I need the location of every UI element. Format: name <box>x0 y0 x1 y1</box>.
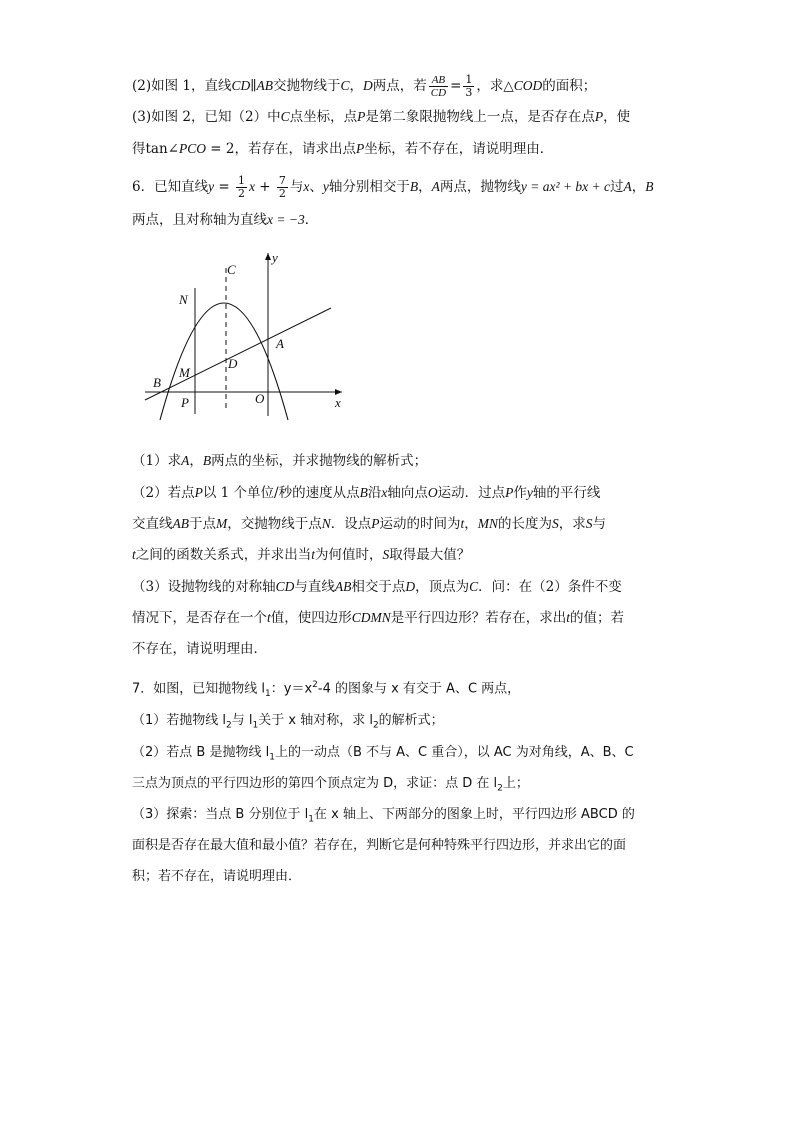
text: 值，使四边形 <box>270 610 352 626</box>
denominator: 2 <box>278 187 286 200</box>
q6-stem-line1 <box>132 175 654 200</box>
text: 点坐标，点 <box>289 109 358 125</box>
text: 与直线 <box>294 579 335 595</box>
math-var: C <box>280 109 290 124</box>
fraction-one-third <box>463 74 474 99</box>
text: ，顶点为 <box>415 579 470 595</box>
math-var: AB <box>334 579 352 594</box>
math-plus: + <box>255 179 275 195</box>
text: ， <box>418 179 432 195</box>
text: 以 1 个单位/秒的速度从点 <box>202 485 360 501</box>
math-eq: = 2 <box>205 141 235 157</box>
math-var: x <box>303 179 310 194</box>
q7-stem-line <box>132 675 520 704</box>
math-var: t <box>460 516 465 531</box>
text: 三点为顶点的平行四边形的第四个顶点定为 D，求证：点 D 在 l <box>132 776 498 791</box>
q7-part3-line2 <box>132 836 626 856</box>
math-var: MN <box>477 516 499 531</box>
subscript: 1 <box>265 688 271 699</box>
equals: = <box>450 78 462 94</box>
text: ， <box>349 78 364 94</box>
label-o: O <box>255 391 265 406</box>
math-var: A <box>181 453 190 468</box>
parallel-symbol: ∥ <box>250 78 257 94</box>
text: ， <box>189 453 203 469</box>
math-var: PCO <box>178 141 206 156</box>
text: ，若存在，请求出点 <box>234 141 356 157</box>
text: 运动的时间为 <box>379 516 461 532</box>
text: ，交抛物线于点 <box>227 516 322 532</box>
text: 两点，且对称轴为直线 <box>132 212 267 228</box>
label-y: y <box>272 250 278 265</box>
text: 的值；若 <box>570 610 625 626</box>
text: （3）设抛物线的对称轴 <box>132 579 276 595</box>
math-var: AB <box>256 78 274 93</box>
text: 两点，若 <box>372 78 427 94</box>
text: 是平行四边形？若存在，求出 <box>390 610 567 626</box>
text: 轴向点 <box>387 485 428 501</box>
text: 运动．过点 <box>437 485 506 501</box>
q5-part2-line <box>132 74 596 99</box>
text: -4 的图象与 x 有交于 A、C 两点， <box>317 681 521 697</box>
fraction-seven-half <box>277 175 288 200</box>
text: 之间的函数关系式，并求出当 <box>135 547 312 563</box>
math-var: S <box>382 547 390 562</box>
math-var: t <box>267 610 271 625</box>
text: ：y＝x <box>270 681 313 697</box>
numerator: 7 <box>278 174 286 187</box>
text: 不存在，请说明理由． <box>132 641 267 657</box>
math-var: B <box>409 179 419 194</box>
q7-part2-line2 <box>132 774 529 799</box>
q5-part3-line1 <box>132 107 630 127</box>
label-x: x <box>335 395 341 410</box>
math-var: P <box>371 516 380 531</box>
math-var: AB <box>172 516 189 531</box>
text: 轴的平行线 <box>532 485 601 501</box>
text: 的解析式； <box>378 713 444 728</box>
text: ，使 <box>603 109 631 125</box>
math-var: S <box>585 516 593 531</box>
text: 作 <box>513 485 527 501</box>
q7-part1-line <box>132 711 444 736</box>
label-d: D <box>228 356 238 371</box>
math-var: O <box>427 485 438 500</box>
math-var: CDMN <box>351 610 391 625</box>
math-var: B <box>202 453 212 468</box>
text: 积；若不存在，请说明理由． <box>132 869 302 884</box>
q6-part2-line2 <box>132 514 606 534</box>
math-var: P <box>357 109 366 124</box>
q6-part2-line3 <box>132 545 470 565</box>
text: 得 <box>132 141 146 157</box>
text: 上； <box>502 776 529 791</box>
text: 6．已知直线 <box>132 179 209 195</box>
superscript: 2 <box>312 680 318 690</box>
fraction-half <box>236 175 247 200</box>
text: 面积是否存在最大值和最小值？若存在，判断它是何种特殊平行四边形，并求出它的面 <box>132 838 627 853</box>
text: 沿 <box>367 485 382 501</box>
y-arrow <box>265 253 271 260</box>
q7-part3-line3 <box>132 867 301 887</box>
math-var: COD <box>513 78 543 93</box>
math-var: C <box>469 579 479 594</box>
q6-part3-line3 <box>132 639 267 659</box>
math-var: x <box>381 485 388 500</box>
text: （2）若点 B 是抛物线 l <box>132 745 270 760</box>
text: （3）探索：当点 B 分别位于 l <box>132 807 309 822</box>
text: 情况下，是否存在一个 <box>132 610 267 626</box>
text: ． <box>304 212 319 228</box>
math-var: t <box>311 547 316 562</box>
math-var: CD <box>231 78 251 93</box>
label-c: C <box>227 262 236 277</box>
text: 与 <box>289 179 304 195</box>
text: （1）求 <box>132 453 182 469</box>
line-ab <box>145 308 331 400</box>
text: (3)如图 2，已知（2）中 <box>132 109 281 125</box>
subscript: 1 <box>308 814 314 825</box>
math-var: P <box>355 141 365 156</box>
text: ， <box>631 179 646 195</box>
math-eq: = <box>214 179 234 195</box>
text: 坐标，若不存在，请说明理由． <box>364 141 554 157</box>
math-var: D <box>363 78 373 93</box>
denominator: 3 <box>465 86 473 99</box>
subscript: 2 <box>226 720 232 731</box>
text: 两点的坐标，并求抛物线的解析式； <box>211 453 428 469</box>
math-var: t <box>566 610 571 625</box>
math-var: B <box>359 485 368 500</box>
subscript: 1 <box>252 720 259 731</box>
text: 的面积； <box>542 78 597 94</box>
label-b: B <box>153 375 161 390</box>
q6-part1-line <box>132 451 427 471</box>
subscript: 2 <box>497 783 503 794</box>
text: 过 <box>610 179 624 195</box>
text: 于点 <box>189 516 216 532</box>
text: 、 <box>309 179 323 195</box>
text: 交直线 <box>132 516 173 532</box>
text: 7．如图，已知抛物线 l <box>132 681 266 697</box>
text: 取得最大值？ <box>389 547 471 563</box>
q5-part3-line2 <box>132 139 553 159</box>
text: 与 l <box>231 713 253 728</box>
math-var: P <box>194 485 203 500</box>
text: 轴分别相交于 <box>328 179 410 195</box>
math-tan: tan∠ <box>145 141 179 157</box>
math-var: B <box>645 179 654 194</box>
math-var: A <box>623 179 632 194</box>
text: （1）若抛物线 l <box>132 713 227 728</box>
text: 与 <box>592 516 607 532</box>
numerator: 1 <box>238 174 245 187</box>
q6-part2-line1 <box>132 483 600 503</box>
math-var: P <box>505 485 514 500</box>
math-var: CD <box>275 579 295 594</box>
text: 是第二象限抛物线上一点，是否存在点 <box>365 109 595 125</box>
text: ．问：在（2）条件不变 <box>478 579 622 595</box>
label-p: P <box>181 395 189 410</box>
text: （2）若点 <box>132 485 195 501</box>
text: 交抛物线于 <box>273 78 341 94</box>
text: ．设点 <box>330 516 372 532</box>
denominator: 2 <box>238 187 245 200</box>
denominator: CD <box>430 87 447 99</box>
math-var: A <box>431 179 440 194</box>
label-a: A <box>276 336 284 351</box>
parabola-curve <box>160 303 288 420</box>
math-var: y <box>526 485 533 500</box>
q7-part2-line1 <box>132 743 634 768</box>
subscript: 1 <box>269 752 275 763</box>
q7-part3-line1 <box>132 805 635 830</box>
subscript: 2 <box>372 720 379 731</box>
math-var: t <box>132 547 136 562</box>
math-var: x <box>249 179 255 194</box>
text: 上的一动点（B 不与 A、C 重合），以 AC 为对角线，A、B、C <box>274 745 634 760</box>
q6-part3-line1 <box>132 577 622 597</box>
q6-stem-line2 <box>132 210 318 230</box>
math-expr: x = −3 <box>267 212 305 227</box>
text: 关于 x 轴对称，求 l <box>258 713 373 728</box>
q6-part3-line2 <box>132 608 624 628</box>
text: ， <box>464 516 478 532</box>
text: 两点，抛物线 <box>439 179 521 195</box>
label-n: N <box>179 292 188 307</box>
math-var: y <box>208 179 215 194</box>
text: 为何值时， <box>315 547 383 563</box>
math-expr: y = ax² + bx + c <box>520 179 611 194</box>
math-var: C <box>340 78 350 93</box>
numerator: AB <box>429 74 448 87</box>
math-var: S <box>552 516 559 531</box>
text: 在 x 轴上、下两部分的图象上时，平行四边形 ABCD 的 <box>313 807 635 822</box>
numerator: 1 <box>465 73 473 86</box>
math-var: P <box>594 109 604 124</box>
math-var: N <box>321 516 331 531</box>
math-var: M <box>216 516 228 531</box>
text: ，求 <box>558 516 586 532</box>
label-m: M <box>179 365 190 380</box>
text: (2)如图 1，直线 <box>132 78 232 94</box>
math-var: D <box>405 579 416 594</box>
q6-figure <box>138 248 358 423</box>
math-var: y <box>322 179 329 194</box>
text: ，求△ <box>476 78 514 94</box>
text: 相交于点 <box>351 579 406 595</box>
text: 的长度为 <box>498 516 553 532</box>
fraction-ab-cd <box>429 74 448 99</box>
